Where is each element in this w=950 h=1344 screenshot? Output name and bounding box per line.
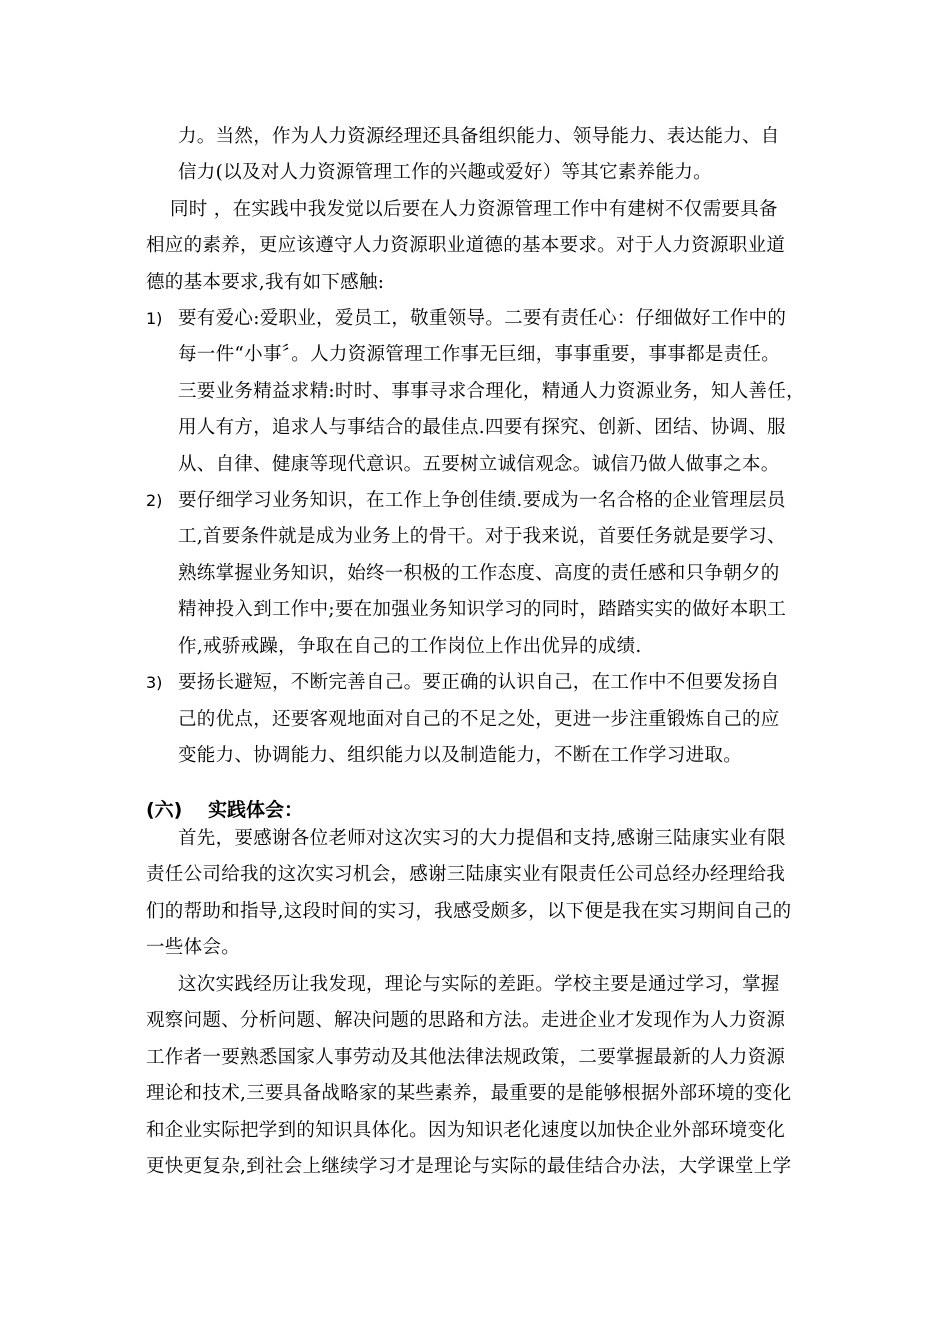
text-line: 们的帮助和指导,这段时间的实习，我感受颇多，以下便是我在实习期间自己的 [146, 901, 792, 922]
list-number: 1) [146, 309, 163, 328]
list-item-line: 己的优点，还要客观地面对自己的不足之处，更进一步注重锻炼自己的应 [178, 709, 780, 730]
text-line: 理论和技术,三要具备战略家的某些素养，最重要的是能够根据外部环境的变化 [146, 1083, 792, 1104]
list-item-line: 三要业务精益求精:时时、事事寻求合理化，精通人力资源业务，知人善任， [178, 381, 805, 402]
section-heading-number: (六) [146, 799, 183, 821]
list-number: 2) [146, 491, 163, 510]
text-line: 首先，要感谢各位老师对这次实习的大力提倡和支持,感谢三陆康实业有限 [178, 828, 786, 849]
text-line: 更快更复杂,到社会上继续学习才是理论与实际的最佳结合办法，大学课堂上学 [146, 1156, 792, 1177]
text-line: 工作者一要熟悉国家人事劳动及其他法律法规政策，二要掌握最新的人力资源 [146, 1047, 786, 1068]
section-heading-text: 实践体会： [208, 799, 304, 821]
text-line: 信力(以及对人力资源管理工作的兴趣或爱好）等其它素养能力。 [178, 162, 712, 183]
section-heading [146, 797, 303, 823]
text-line: 力。当然，作为人力资源经理还具备组织能力、领导能力、表达能力、自 [178, 126, 780, 147]
list-item-line: 工,首要条件就是成为业务上的骨干。对于我来说，首要任务就是要学习、 [178, 526, 786, 547]
list-number: 3) [146, 673, 163, 692]
text-line: 一些体会。 [146, 937, 241, 958]
text-line: 同时 ，在实践中我发觉以后要在人力资源管理工作中有建树不仅需要具备 [170, 199, 778, 220]
list-item-line: 用人有方，追求人与事结合的最佳点.四要有探究、创新、团结、协调、服 [178, 417, 786, 438]
list-item-line: 每一件“小事〞。人力资源管理工作事无巨细，事事重要，事事都是责任。 [178, 344, 781, 365]
list-item-line: 作,戒骄戒躁，争取在自己的工作岗位上作出优异的成绩. [178, 636, 642, 657]
list-item-line: 要仔细学习业务知识，在工作上争创佳绩.要成为一名合格的企业管理层员 [178, 490, 786, 511]
text-line: 观察问题、分析问题、解决问题的思路和方法。走进企业才发现作为人力资源 [146, 1010, 786, 1031]
list-item-line: 精神投入到工作中;要在加强业务知识学习的同时，踏踏实实的做好本职工 [178, 599, 787, 620]
text-line: 和企业实际把学到的知识具体化。因为知识老化速度以加快企业外部环境变化 [146, 1120, 786, 1141]
list-item-line: 从、自律、健康等现代意识。五要树立诚信观念。诚信乃做人做事之本。 [178, 454, 780, 475]
text-line: 相应的素养，更应该遵守人力资源职业道德的基本要求。对于人力资源职业道 [146, 235, 786, 256]
list-item-line: 要扬长避短，不断完善自己。要正确的认识自己，在工作中不但要发扬自 [178, 672, 780, 693]
list-item-line: 变能力、协调能力、组织能力以及制造能力，不断在工作学习进取。 [178, 745, 743, 766]
list-item-line: 要有爱心:爱职业，爱员工，敬重领导。二要有责任心：仔细做好工作中的 [178, 308, 787, 329]
text-line: 德的基本要求,我有如下感触: [146, 272, 385, 293]
text-line: 这次实践经历让我发现，理论与实际的差距。学校主要是通过学习，掌握 [178, 974, 780, 995]
text-line: 责任公司给我的这次实习机会，感谢三陆康实业有限责任公司总经办经理给我 [146, 864, 786, 885]
list-item-line: 熟练掌握业务知识，始终一积极的工作态度、高度的责任感和只争朝夕的 [178, 563, 780, 584]
